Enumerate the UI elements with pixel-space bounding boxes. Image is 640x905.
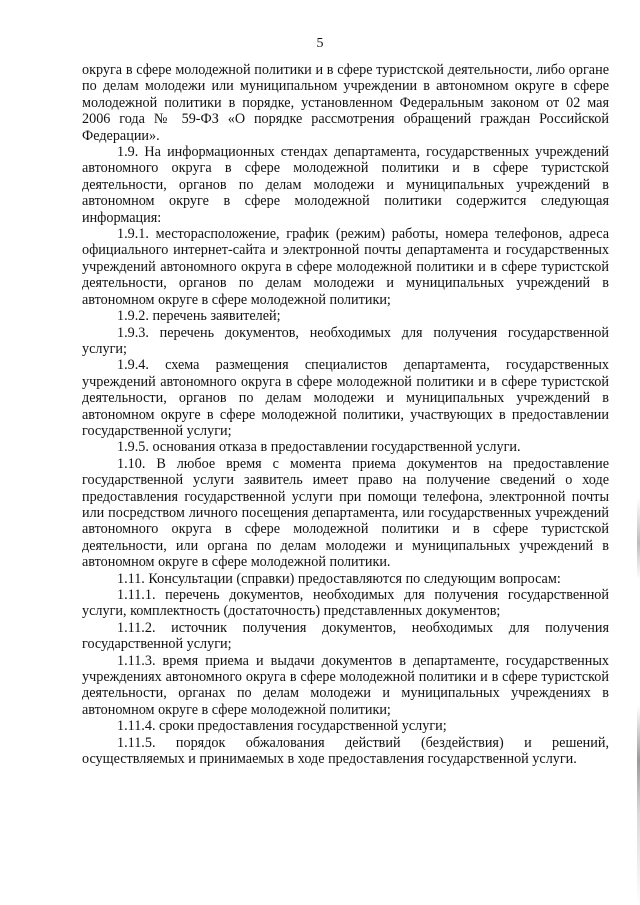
paragraph-1-11: 1.11. Консультации (справки) предоставляются по следующим вопросам: xyxy=(117,570,561,587)
paragraph-1-11-5: 1.11.5. порядок обжалования действий (бездействия) и решений, осуществляемых и принимаемых в ходе предоставления государственной услуги. xyxy=(82,734,609,768)
paragraph-1-9-1: 1.9.1. месторасположение, график (режим) работы, номера телефонов, адреса официального интернет-сайта и электронной почты департамента и государственных учреждений автономного округа в сфере молодежной политики и в сфере туристской деятельности, органов по делам молодежи и муниципальных учреждений в автономном округе в сфере молодежной политики; xyxy=(82,226,609,308)
paragraph-1-11-2: 1.11.2. источник получения документов, необходимых для получения государственной услуги; xyxy=(82,619,609,653)
paragraph-1-9-2: 1.9.2. перечень заявителей; xyxy=(117,308,281,325)
paragraph-1-9-3: 1.9.3. перечень документов, необходимых для получения государственной услуги; xyxy=(82,324,609,357)
paragraph-continuation: округа в сфере молодежной политики и в сфере туристской деятельности, либо органе по делам молодежи или муниципальном учреждении в автономном округе в сфере молодежной политики в порядке, установленном Федеральным законом от 02 мая 2006 года № 59-ФЗ «О порядке рассмотрения обращений граждан Российской Федерации». xyxy=(82,62,609,144)
paragraph-1-9: 1.9. На информационных стендах департамента, государственных учреждений автономного округа в сфере молодежной политики и в сфере туристской деятельности, органов по делам молодежи и муниципальных учреждений в автономном округе в сфере молодежной политики содержится следующая информация: xyxy=(82,144,609,226)
paragraph-1-11-3: 1.11.3. время приема и выдачи документов в департаменте, государственных учреждениях автономного округа в сфере молодежной политики и в сфере туристской деятельности, органах по делам молодежи и муниципальных учреждениях в автономном округе в сфере молодежной политики; xyxy=(82,652,609,718)
paragraph-1-10: 1.10. В любое время с момента приема документов на предоставление государственной услуги заявитель имеет право на получение сведений о ходе предоставления государственной услуги при помощи телефона, электронной почты или посредством личного посещения департамента, или государственных учреждений автономного округа в сфере молодежной политики и в сфере туристской деятельности, или органа по делам молодежи и муниципальных учреждений в автономном округе в сфере молодежной политики. xyxy=(82,455,609,571)
page-number: 5 xyxy=(316,36,324,51)
paragraph-1-11-1: 1.11.1. перечень документов, необходимых для получения государственной услуги, комплектность (достаточность) представленных документов; xyxy=(82,587,609,620)
paragraph-1-11-4: 1.11.4. сроки предоставления государственной услуги; xyxy=(117,718,447,735)
document-body xyxy=(82,62,609,767)
paragraph-1-9-5: 1.9.5. основания отказа в предоставлении государственной услуги. xyxy=(117,439,521,456)
paragraph-1-9-4: 1.9.4. схема размещения специалистов департамента, государственных учреждений автономного округа в сфере молодежной политики и в сфере туристской деятельности, органов по делам молодежи и муниципальных учреждений в автономном округе в сфере молодежной политики, участвующих в предоставлении государственной услуги; xyxy=(82,357,609,439)
